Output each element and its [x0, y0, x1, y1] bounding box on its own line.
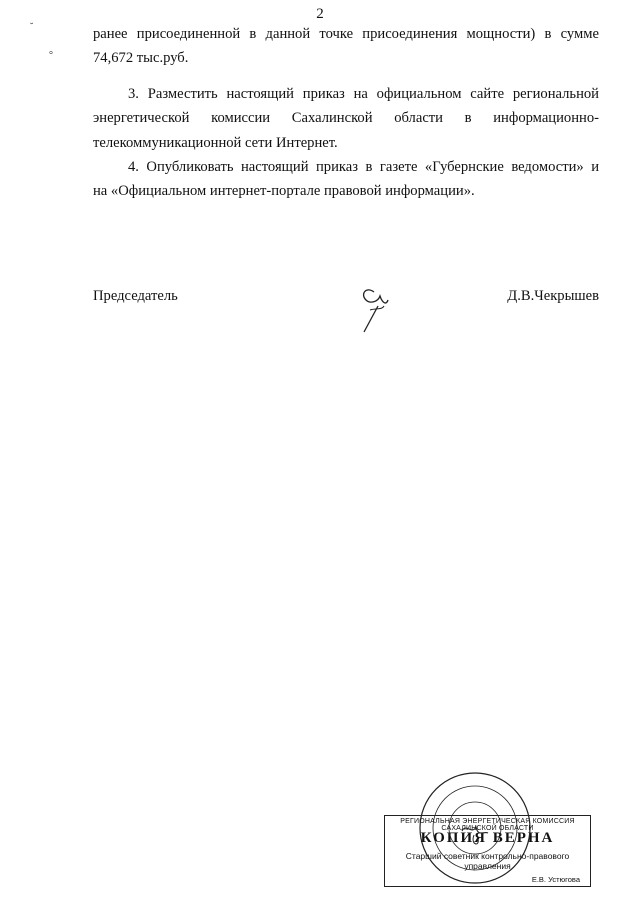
- paragraph-2-end: [93, 22, 599, 71]
- text-line: телекоммуникационной сети Интернет.: [93, 134, 338, 151]
- text-line: на «Официальном интернет-портале правовой информации».: [93, 183, 475, 200]
- signatory-title: Председатель: [93, 288, 178, 304]
- text-line: 3. Разместить настоящий приказ на официальном сайте региональной: [128, 86, 599, 102]
- page-number: 2: [316, 6, 324, 22]
- handwritten-signature: [356, 282, 396, 337]
- paragraph-4: [93, 155, 599, 204]
- stamp-organization: РЕГИОНАЛЬНАЯ ЭНЕРГЕТИЧЕСКАЯ КОМИССИЯ САХАЛИНСКОЙ ОБЛАСТИ: [400, 818, 575, 832]
- stamp-person: Е.В. Устюгова: [531, 875, 580, 884]
- stamp-position: Старший советник контрольно-правового управления: [405, 851, 570, 871]
- paragraph-3: [93, 82, 599, 155]
- text-line: ранее присоединенной в данной точке присоединения мощности) в сумме: [93, 26, 599, 42]
- margin-mark: ˘: [30, 22, 34, 33]
- signatory-name: Д.В.Чекрышев: [507, 288, 599, 304]
- stamp-copy-mark: КОПИЯ ВЕРНА: [420, 830, 555, 846]
- text-line: энергетической комиссии Сахалинской области в информационно-: [93, 110, 599, 127]
- text-line: 4. Опубликовать настоящий приказ в газете «Губернские ведомости» и: [128, 159, 599, 175]
- round-seal: [418, 771, 532, 885]
- text-line: 74,672 тыс.руб.: [93, 50, 189, 67]
- margin-mark: °: [49, 50, 53, 61]
